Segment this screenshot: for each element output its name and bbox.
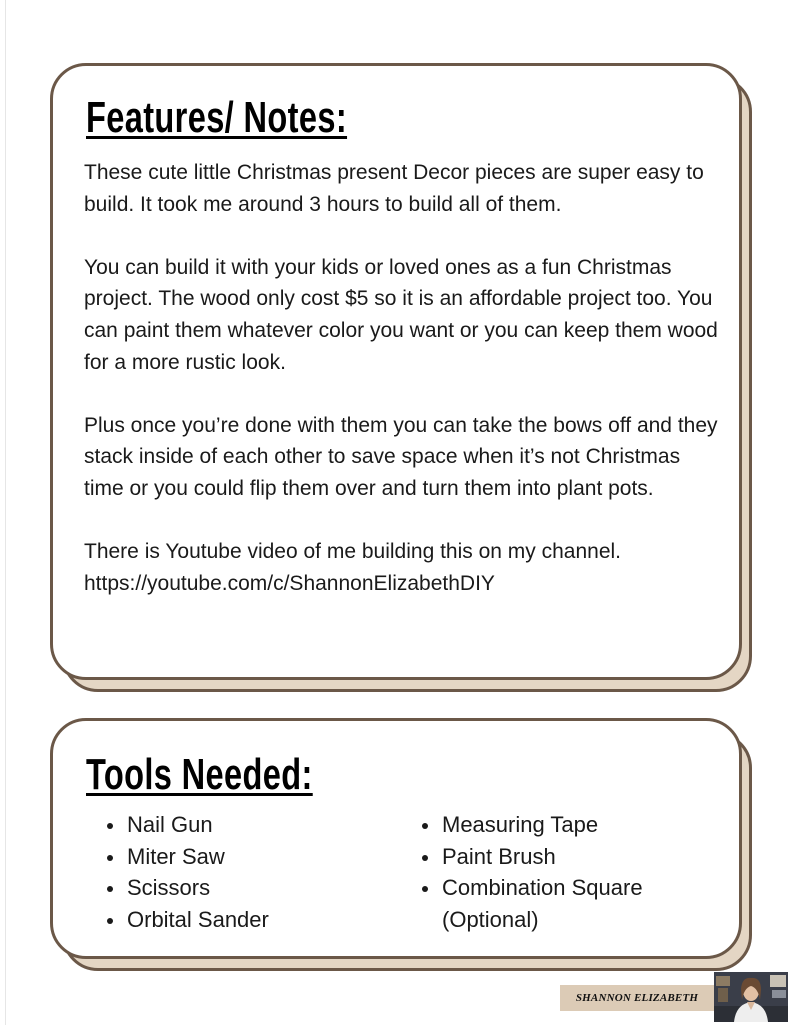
features-paragraph: These cute little Christmas present Decor pieces are super easy to build. It took me around 3 hours to build all of them. <box>84 161 704 216</box>
tool-item: Miter Saw <box>106 841 269 873</box>
tools-list-right <box>421 809 643 935</box>
features-heading: Features/ Notes: <box>86 93 348 142</box>
features-body <box>84 157 724 599</box>
tools-list-left <box>106 809 269 935</box>
tool-item: Paint Brush <box>421 841 643 873</box>
brand-banner <box>560 985 714 1011</box>
features-paragraph: You can build it with your kids or loved ones as a fun Christmas project. The wood only cost $5 so it is an affordable project too. You can paint them whatever color you want or you can keep them wood for a more rustic look. <box>84 255 718 374</box>
brand-photo-image <box>714 972 788 1022</box>
tool-item-label: Combination Square <box>442 875 643 901</box>
tool-item-note: (Optional) <box>442 906 539 932</box>
features-card-panel <box>50 63 742 680</box>
brand-name: SHANNON ELIZABETH <box>575 992 699 1004</box>
brand-photo-illustration <box>714 972 788 1022</box>
features-paragraph: Plus once you’re done with them you can take the bows off and they stack inside of each other to save space when it’s not Christmas time or you could flip them over and turn them into plant pots. <box>84 413 718 500</box>
features-paragraph: There is Youtube video of me building this on my channel. https://youtube.com/c/ShannonElizabethDIY <box>84 540 622 595</box>
page <box>5 0 794 1025</box>
tool-item: Scissors <box>106 872 269 904</box>
tools-heading: Tools Needed: <box>86 750 313 799</box>
tool-item: Measuring Tape <box>421 809 643 841</box>
tool-item: Nail Gun <box>106 809 269 841</box>
tools-card-panel <box>50 718 742 959</box>
tool-item <box>421 872 643 935</box>
tool-item: Orbital Sander <box>106 904 269 936</box>
